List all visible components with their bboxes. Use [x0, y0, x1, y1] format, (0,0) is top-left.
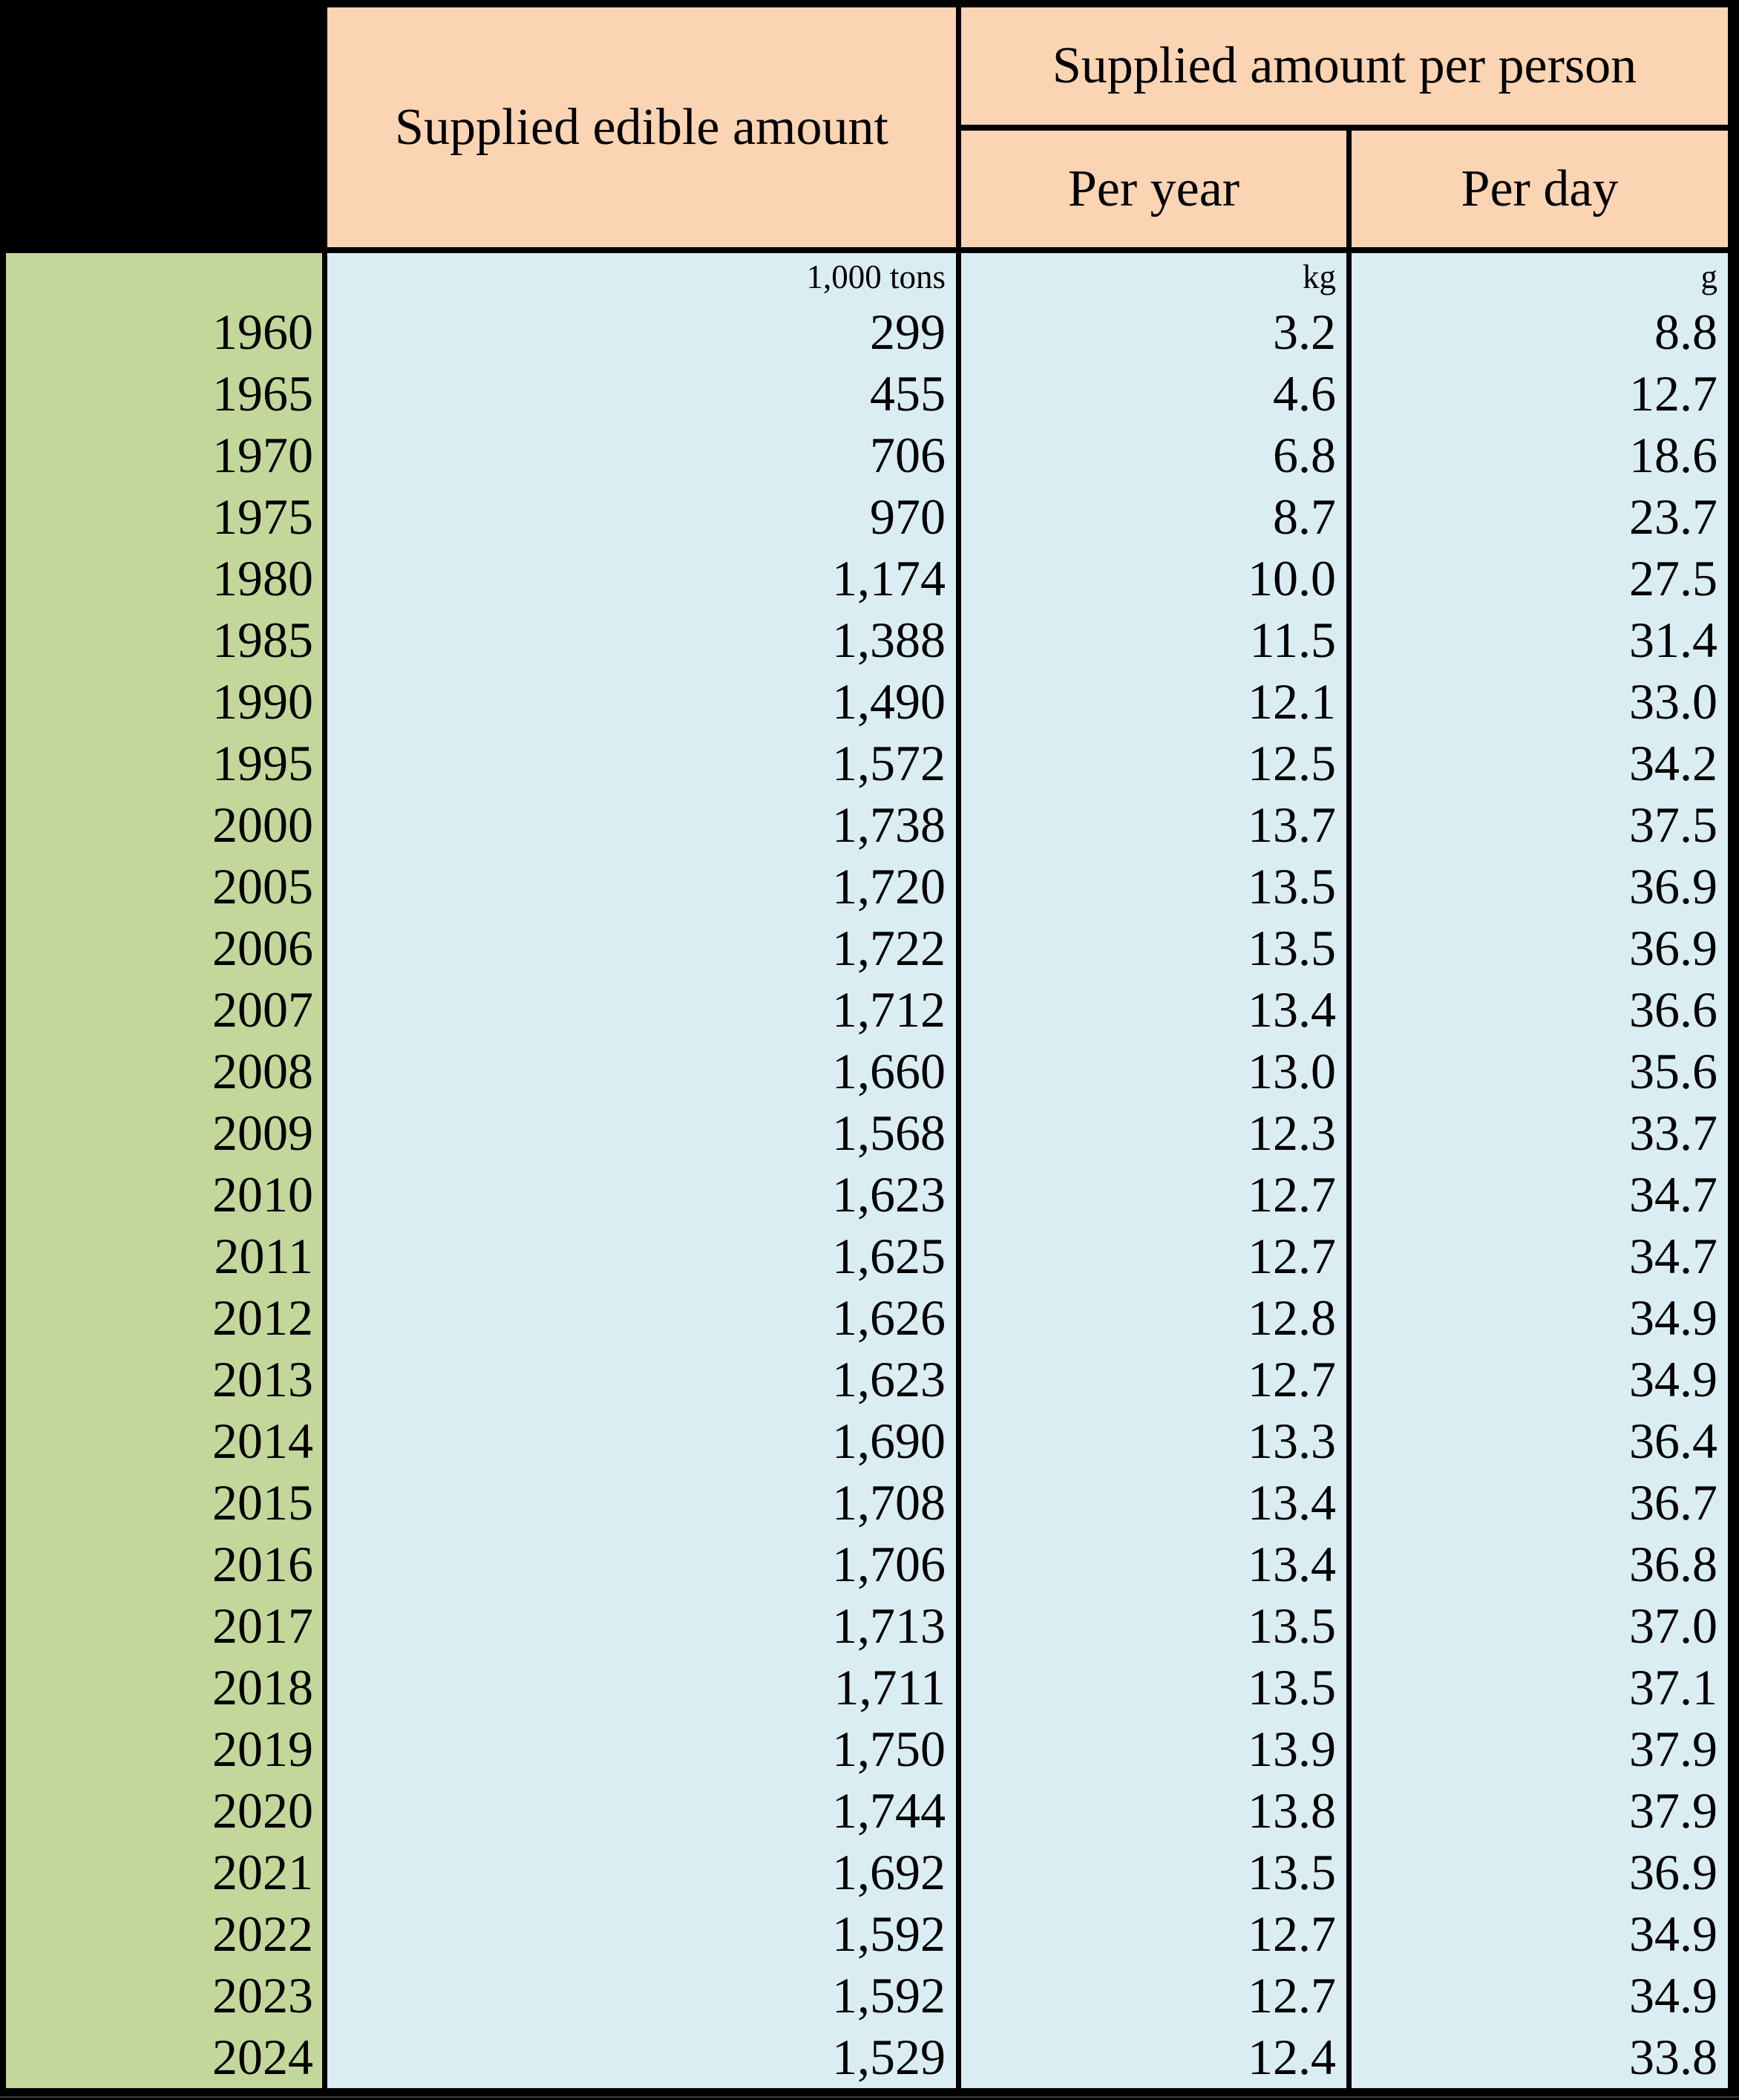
per-day-cell: 8.8: [1352, 301, 1728, 362]
header-supplied-edible-amount: Supplied edible amount: [327, 7, 956, 253]
per-year-cell: 4.6: [961, 362, 1346, 424]
per-day-cell: 34.9: [1352, 1349, 1728, 1410]
amount-cell: 1,706: [327, 1534, 956, 1595]
per-day-cell: 37.9: [1352, 1780, 1728, 1842]
per-year-cell: 13.4: [961, 978, 1346, 1040]
table-grid: [6, 7, 1728, 2088]
per-day-cell: 27.5: [1352, 547, 1728, 609]
amount-cell: 1,174: [327, 547, 956, 609]
amount-cell: 1,708: [327, 1472, 956, 1534]
year-cell: 1975: [6, 485, 322, 547]
year-cell: 1970: [6, 424, 322, 485]
per-day-cell: 36.9: [1352, 1842, 1728, 1903]
units-row-year-cell: [6, 253, 322, 301]
amount-cell: 1,692: [327, 1842, 956, 1903]
amount-cell: 1,592: [327, 1965, 956, 2027]
per-day-cell: 33.8: [1352, 2027, 1728, 2088]
year-cell: 2007: [6, 978, 322, 1040]
year-cell: 2023: [6, 1965, 322, 2027]
year-cell: 2012: [6, 1287, 322, 1349]
year-cell: 2017: [6, 1595, 322, 1657]
per-year-cell: 12.1: [961, 670, 1346, 732]
amount-cell: 1,660: [327, 1040, 956, 1102]
amount-cell: 1,711: [327, 1657, 956, 1718]
amount-cell: 706: [327, 424, 956, 485]
amount-cell: 1,750: [327, 1718, 956, 1780]
year-cell: 2019: [6, 1718, 322, 1780]
per-year-cell: 13.4: [961, 1534, 1346, 1595]
per-year-cell: 13.5: [961, 917, 1346, 978]
per-year-cell: 12.3: [961, 1102, 1346, 1163]
per-day-cell: 34.9: [1352, 1965, 1728, 2027]
corner-cell: [6, 7, 322, 253]
year-cell: 2020: [6, 1780, 322, 1842]
amount-cell: 1,744: [327, 1780, 956, 1842]
per-day-cell: 36.4: [1352, 1410, 1728, 1472]
header-per-day: Per day: [1352, 131, 1728, 253]
per-day-cell: 36.8: [1352, 1534, 1728, 1595]
amount-cell: 1,712: [327, 978, 956, 1040]
year-cell: 2022: [6, 1903, 322, 1965]
per-day-cell: 36.9: [1352, 855, 1728, 917]
amount-cell: 1,690: [327, 1410, 956, 1472]
per-year-cell: 13.5: [961, 1842, 1346, 1903]
per-year-cell: 13.5: [961, 1595, 1346, 1657]
unit-per-day: g: [1352, 253, 1728, 301]
per-day-cell: 36.7: [1352, 1472, 1728, 1534]
per-day-cell: 37.9: [1352, 1718, 1728, 1780]
per-day-cell: 31.4: [1352, 609, 1728, 670]
amount-cell: 1,713: [327, 1595, 956, 1657]
per-day-cell: 34.2: [1352, 732, 1728, 794]
year-cell: 2016: [6, 1534, 322, 1595]
per-year-cell: 12.4: [961, 2027, 1346, 2088]
per-day-cell: 34.9: [1352, 1903, 1728, 1965]
year-cell: 2008: [6, 1040, 322, 1102]
per-year-cell: 13.9: [961, 1718, 1346, 1780]
year-cell: 2006: [6, 917, 322, 978]
year-cell: 2014: [6, 1410, 322, 1472]
bottom-double-border-line: [0, 2096, 1739, 2098]
amount-cell: 1,529: [327, 2027, 956, 2088]
per-year-cell: 12.7: [961, 1349, 1346, 1410]
amount-cell: 1,623: [327, 1349, 956, 1410]
per-day-cell: 36.6: [1352, 978, 1728, 1040]
per-year-cell: 12.7: [961, 1965, 1346, 2027]
per-day-cell: 34.9: [1352, 1287, 1728, 1349]
per-day-cell: 18.6: [1352, 424, 1728, 485]
unit-per-year: kg: [961, 253, 1346, 301]
amount-cell: 1,388: [327, 609, 956, 670]
per-year-cell: 11.5: [961, 609, 1346, 670]
per-year-cell: 12.7: [961, 1903, 1346, 1965]
per-year-cell: 12.7: [961, 1226, 1346, 1287]
amount-cell: 1,720: [327, 855, 956, 917]
year-cell: 2018: [6, 1657, 322, 1718]
per-year-cell: 12.5: [961, 732, 1346, 794]
year-cell: 2009: [6, 1102, 322, 1163]
amount-cell: 1,572: [327, 732, 956, 794]
per-year-cell: 12.7: [961, 1163, 1346, 1225]
year-cell: 1990: [6, 670, 322, 732]
per-year-cell: 13.3: [961, 1410, 1346, 1472]
per-year-cell: 13.8: [961, 1780, 1346, 1842]
amount-cell: 1,490: [327, 670, 956, 732]
year-cell: 2000: [6, 794, 322, 855]
year-cell: 1980: [6, 547, 322, 609]
year-cell: 2015: [6, 1472, 322, 1534]
amount-cell: 970: [327, 485, 956, 547]
per-year-cell: 6.8: [961, 424, 1346, 485]
per-year-cell: 13.0: [961, 1040, 1346, 1102]
year-cell: 2013: [6, 1349, 322, 1410]
per-day-cell: 34.7: [1352, 1226, 1728, 1287]
per-year-cell: 13.4: [961, 1472, 1346, 1534]
year-cell: 1995: [6, 732, 322, 794]
per-year-cell: 10.0: [961, 547, 1346, 609]
per-day-cell: 35.6: [1352, 1040, 1728, 1102]
year-cell: 1985: [6, 609, 322, 670]
year-cell: 2021: [6, 1842, 322, 1903]
year-cell: 1965: [6, 362, 322, 424]
year-cell: 1960: [6, 301, 322, 362]
amount-cell: 1,623: [327, 1163, 956, 1225]
header-per-year: Per year: [961, 131, 1346, 253]
header-supplied-amount-per-person: Supplied amount per person: [961, 7, 1728, 131]
year-cell: 2024: [6, 2027, 322, 2088]
unit-edible-amount: 1,000 tons: [327, 253, 956, 301]
per-year-cell: 3.2: [961, 301, 1346, 362]
year-cell: 2010: [6, 1163, 322, 1225]
per-day-cell: 33.7: [1352, 1102, 1728, 1163]
per-day-cell: 37.1: [1352, 1657, 1728, 1718]
per-day-cell: 37.5: [1352, 794, 1728, 855]
per-year-cell: 13.7: [961, 794, 1346, 855]
year-cell: 2005: [6, 855, 322, 917]
per-year-cell: 13.5: [961, 1657, 1346, 1718]
amount-cell: 1,625: [327, 1226, 956, 1287]
per-year-cell: 8.7: [961, 485, 1346, 547]
per-day-cell: 37.0: [1352, 1595, 1728, 1657]
amount-cell: 299: [327, 301, 956, 362]
amount-cell: 455: [327, 362, 956, 424]
amount-cell: 1,592: [327, 1903, 956, 1965]
amount-cell: 1,626: [327, 1287, 956, 1349]
amount-cell: 1,738: [327, 794, 956, 855]
per-day-cell: 36.9: [1352, 917, 1728, 978]
per-year-cell: 13.5: [961, 855, 1346, 917]
per-day-cell: 33.0: [1352, 670, 1728, 732]
per-day-cell: 12.7: [1352, 362, 1728, 424]
amount-cell: 1,568: [327, 1102, 956, 1163]
per-day-cell: 23.7: [1352, 485, 1728, 547]
year-cell: 2011: [6, 1226, 322, 1287]
per-year-cell: 12.8: [961, 1287, 1346, 1349]
amount-cell: 1,722: [327, 917, 956, 978]
per-day-cell: 34.7: [1352, 1163, 1728, 1225]
